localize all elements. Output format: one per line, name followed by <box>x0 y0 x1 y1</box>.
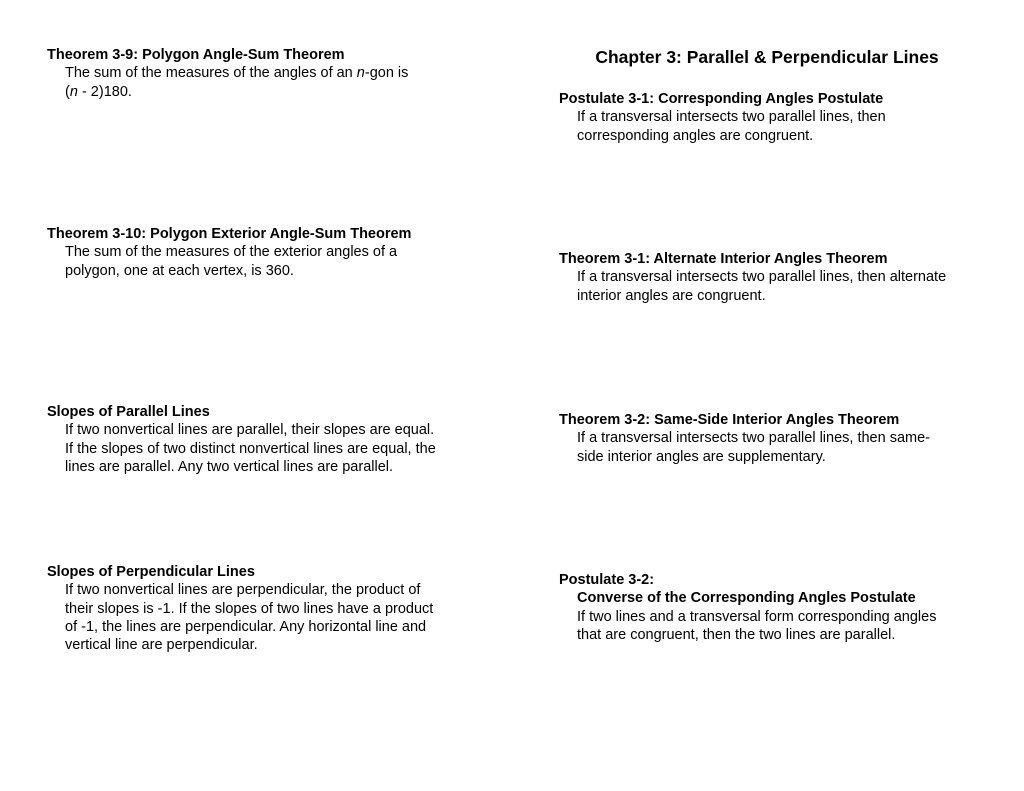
theorem-3-1-line-2: interior angles are congruent. <box>577 287 766 304</box>
theorem-3-9-line-1-text-b: -gon is <box>364 65 409 82</box>
theorem-3-9-heading: Theorem 3-9: Polygon Angle-Sum Theorem <box>47 47 345 63</box>
slopes-perpendicular-heading: Slopes of Perpendicular Lines <box>47 564 255 580</box>
postulate-3-1-line-1: If a transversal intersects two parallel lines, then <box>577 109 886 126</box>
theorem-3-1-line-1: If a transversal intersects two parallel lines, then alternate <box>577 269 947 286</box>
slopes-parallel-line-1: If two nonvertical lines are parallel, their slopes are equal. <box>65 422 435 439</box>
theorem-3-10-heading: Theorem 3-10: Polygon Exterior Angle-Sum Theorem <box>47 226 412 242</box>
theorem-3-9-line-1 <box>47 64 408 82</box>
theorem-3-9-line-1-text-a: The sum of the measures of the angles of an <box>65 65 357 82</box>
theorem-3-9-line-2 <box>47 83 408 101</box>
postulate-3-2-block <box>559 571 936 644</box>
postulate-3-1-heading: Postulate 3-1: Corresponding Angles Postulate <box>559 91 884 107</box>
slopes-perpendicular-block <box>47 563 433 654</box>
theorem-3-9-line-2-text-b: - 2)180. <box>77 83 132 100</box>
theorem-3-1-heading: Theorem 3-1: Alternate Interior Angles Theorem <box>559 251 888 267</box>
theorem-3-9-line-2-variable: n <box>69 83 78 100</box>
theorem-3-9-block <box>47 46 408 101</box>
theorem-3-2-line-1: If a transversal intersects two parallel lines, then same- <box>577 430 930 447</box>
postulate-3-1-block <box>559 90 886 145</box>
theorem-3-10-line-1: The sum of the measures of the exterior angles of a <box>65 244 398 261</box>
slopes-perpendicular-line-2: their slopes is -1. If the slopes of two lines have a product <box>65 600 434 617</box>
theorem-3-9-line-2-text-a: ( <box>65 83 70 100</box>
slopes-parallel-line-2: If the slopes of two distinct nonvertical lines are equal, the <box>65 440 436 457</box>
theorem-3-2-line-2: side interior angles are supplementary. <box>577 448 826 465</box>
theorem-3-1-block <box>559 250 946 305</box>
theorem-3-9-line-1-variable: n <box>356 65 365 82</box>
postulate-3-2-line-1: If two lines and a transversal form corresponding angles <box>577 608 937 625</box>
postulate-3-2-subheading: Converse of the Corresponding Angles Postulate <box>577 590 916 607</box>
slopes-parallel-line-3: lines are parallel. Any two vertical lines are parallel. <box>65 458 394 475</box>
postulate-3-1-line-2: corresponding angles are congruent. <box>577 127 814 144</box>
theorem-3-2-heading: Theorem 3-2: Same-Side Interior Angles Theorem <box>559 412 900 428</box>
theorem-3-2-block <box>559 411 930 466</box>
postulate-3-2-line-2: that are congruent, then the two lines are parallel. <box>577 626 896 643</box>
slopes-parallel-heading: Slopes of Parallel Lines <box>47 404 210 420</box>
slopes-perpendicular-line-1: If two nonvertical lines are perpendicular, the product of <box>65 582 421 599</box>
slopes-perpendicular-line-3: of -1, the lines are perpendicular. Any horizontal line and <box>65 618 427 635</box>
slopes-parallel-block <box>47 403 436 476</box>
theorem-3-10-block <box>47 225 411 280</box>
slopes-perpendicular-line-4: vertical line are perpendicular. <box>65 637 258 654</box>
theorem-3-10-line-2: polygon, one at each vertex, is 360. <box>65 262 294 279</box>
postulate-3-2-heading: Postulate 3-2: <box>559 572 655 588</box>
chapter-title: Chapter 3: Parallel & Perpendicular Lines <box>595 47 939 67</box>
